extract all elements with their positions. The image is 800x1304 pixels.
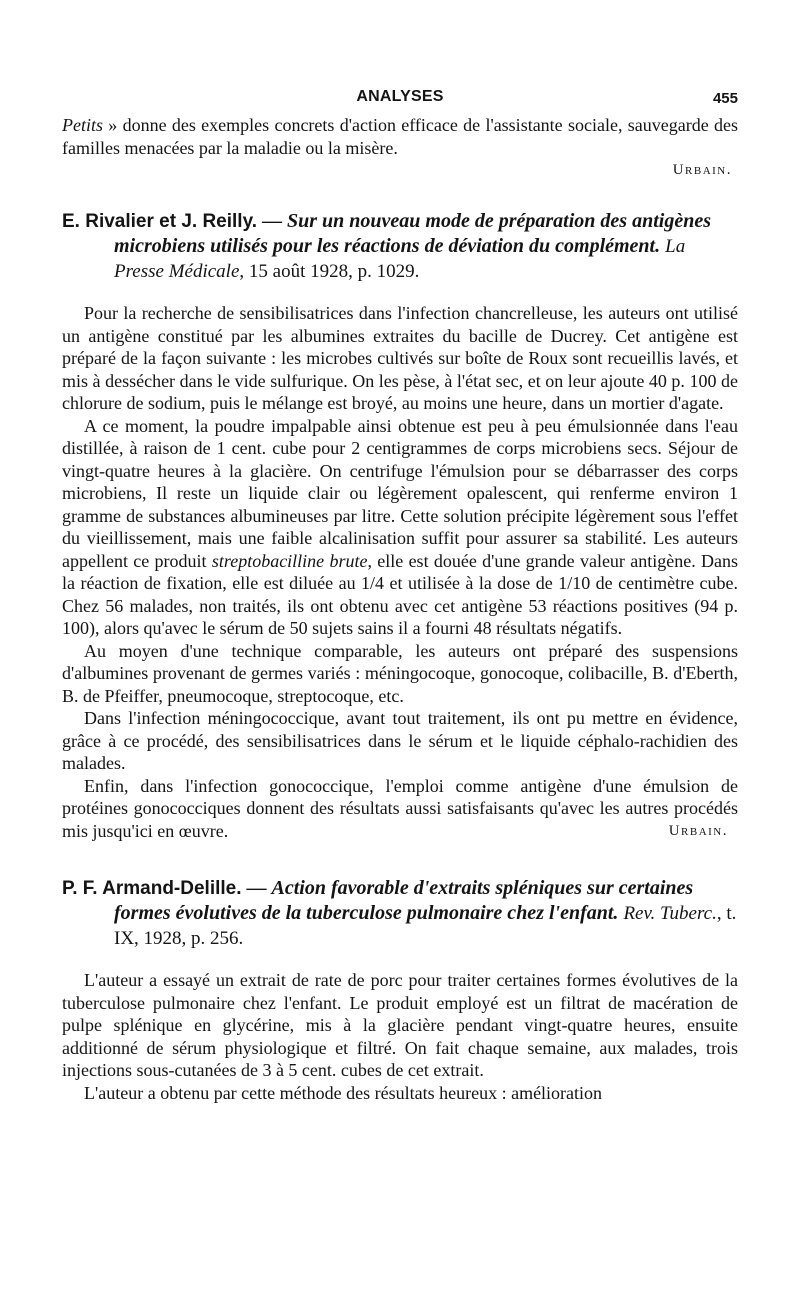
signature-urbain-2: Urbain. [668, 822, 728, 839]
entry-title: Action favorable d'extraits spléniques sur certaines formes évolutives de la tuberculose pulmonaire chez l'enfant. [114, 877, 694, 924]
running-title: ANALYSES [356, 88, 444, 105]
entry-dash: — [241, 877, 272, 899]
running-header [62, 88, 738, 114]
previous-review-tail [62, 114, 738, 159]
entry-authors: P. F. Armand-Delille. [62, 878, 242, 899]
paragraph: L'auteur a essayé un extrait de rate de porc pour traiter certaines formes évolutives de la tuberculose pulmonaire chez l'enfant. Le produit employé est un filtrat de macération de pulpe splénique en glycérine, mis à la glacière pendant vingt-quatre heures, ensuite additionné de sérum physiologique et filtré. On fait chaque semaine, aux malades, trois injections sous-cutanées de 3 à 5 cent. cubes de cet extrait. [62, 970, 738, 1080]
entry-journal: Rev. Tuberc. [623, 903, 717, 924]
paragraph: Dans l'infection méningococcique, avant tout traitement, ils ont pu mettre en évidence, grâce à ce procédé, des sensibilisatrices dans le sérum et le liquide céphalo-rachidien des malades. [62, 708, 738, 773]
entry-citation: , 15 août 1928, p. 1029. [239, 261, 420, 282]
signature-urbain-1: Urbain. [672, 162, 732, 178]
product-name: streptobacilline brute [211, 550, 368, 571]
page-number: 455 [712, 90, 738, 107]
paragraph: L'auteur a obtenu par cette méthode des résultats heureux : amélioration [84, 1082, 603, 1103]
entry-body-rivalier [62, 302, 738, 842]
paragraph: Au moyen d'une technique comparable, les auteurs ont préparé des suspensions d'albumines provenant de germes variés : méningocoque, gonocoque, colibacille, B. d'Eberth, B. de Pfeiffer, pneumocoque, streptocoque, etc. [62, 640, 738, 706]
paragraph: Pour la recherche de sensibilisatrices dans l'infection chancrelleuse, les auteurs ont utilisé un antigène constitué par les albumines extraites du bacille de Ducrey. Cet antigène est préparé de la façon suivante : les microbes cultivés sur boîte de Roux sont recueillis lavés, et mis à dessécher dans le vide sulfurique. On les pèse, à l'état sec, et on leur ajoute 40 p. 100 de chlorure de sodium, puis le mélange est broyé, au moins une heure, dans un mortier d'agate. [62, 303, 738, 413]
book-page [62, 88, 738, 1104]
previous-review-lead: Petits [62, 115, 103, 135]
paragraph: Enfin, dans l'infection gonococcique, l'emploi comme antigène d'une émulsion de protéines gonococciques donnent des résultats aussi satisfaisants qu'avec les autres procédés mis jusqu'ici en œuvre. Urbain. [62, 775, 738, 841]
entry-dash: — [257, 210, 288, 232]
entry-heading-armand-delille [62, 876, 738, 951]
previous-review-text: » donne des exemples concrets d'action efficace de l'assistante sociale, sauvegarde des familles menacées par la maladie ou la misère. [62, 115, 738, 158]
entry-journal: La Presse Médicale [114, 236, 686, 282]
entry-citation: , t. IX, 1928, p. 256. [114, 903, 737, 949]
entry-authors: E. Rivalier et J. Reilly. [62, 211, 258, 232]
entry-heading-rivalier [62, 209, 738, 284]
entry-title: Sur un nouveau mode de préparation des antigènes microbiens utilisés pour les réactions de déviation du complément. [114, 210, 711, 257]
entry-body-armand-delille [62, 969, 738, 1104]
paragraph: A ce moment, la poudre impalpable ainsi obtenue est peu à peu émulsionnée dans l'eau distillée, à raison de 1 cent. cube pour 2 centigrammes de corps microbiens secs. Séjour de vingt-quatre heures à la glacière. On centrifuge l'émulsion pour se débarrasser des corps microbiens, Il reste un liquide clair ou légèrement opalescent, qui renferme environ 1 gramme de substances albumineuses par litre. Cette solution précipite légèrement sous l'effet du vieillissement, mais une faible alcalinisation suffit pour assurer sa stabilité. Les auteurs appellent ce produit streptobacilline brute, elle est douée d'une grande valeur antigène. Dans la réaction de fixation, elle est diluée au 1/4 et utilisée à la dose de 1/10 de centimètre cube. Chez 56 malades, non traités, ils ont obtenu avec cet antigène 53 réactions positives (94 p. 100), alors qu'avec le sérum de 50 sujets sains il a fourni 48 résultats négatifs. [62, 415, 738, 638]
